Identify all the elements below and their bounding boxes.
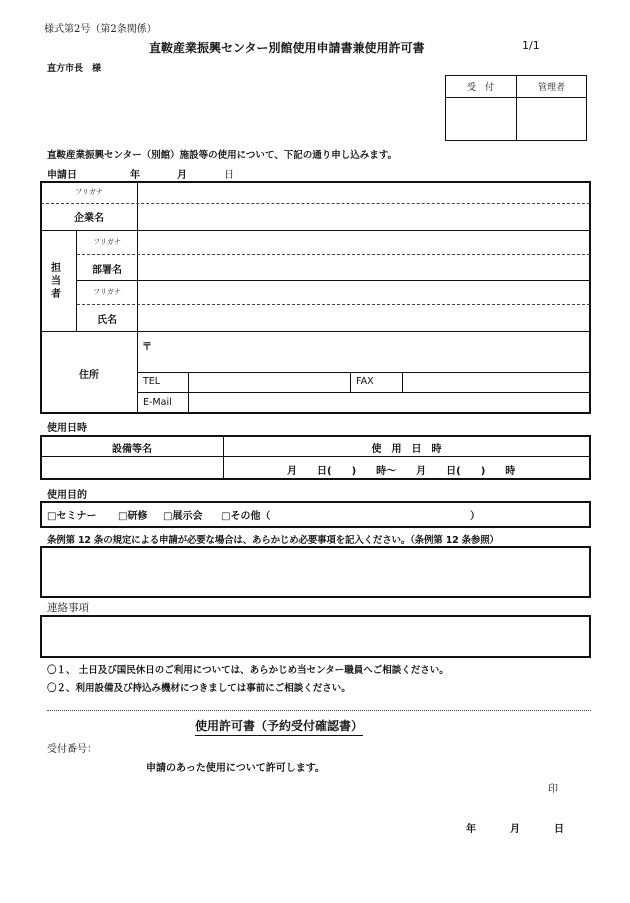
application-date-month: 月 [177, 170, 187, 181]
application-date-day: 日 [224, 170, 234, 181]
reception-stamp-label: 受 付 [466, 83, 494, 93]
ordinance-note: 条例第 12 条の規定による申請が必要な場合は、あらかじめ必要事項を記入ください。（条例第 12 条参照） [47, 535, 499, 546]
seal-mark: 印 [548, 784, 558, 795]
application-date-year: 年 [130, 170, 140, 181]
note-1: 〇１、 土日及び国民休日のご利用については、あらかじめ当センター職員へご相談ください。 [47, 665, 449, 676]
person-furigana-label-2: フリガナ [93, 288, 121, 296]
purpose-section-label: 使用目的 [47, 490, 87, 501]
company-furigana-label: フリガナ [75, 188, 103, 196]
purpose-other-input[interactable] [286, 505, 466, 522]
page-number: 1/1 [522, 39, 540, 52]
fax-input[interactable] [407, 375, 583, 390]
department-furigana-input[interactable] [142, 234, 582, 251]
cut-line [47, 710, 591, 711]
usage-datetime-section-label: 使用日時 [47, 423, 87, 434]
permit-statement: 申請のあった使用について許可します。 [146, 763, 325, 774]
permit-date-year: 年 [466, 824, 476, 835]
facility-input[interactable] [46, 459, 218, 476]
reception-number-label: 受付番号： [47, 744, 97, 755]
ordinance-textarea[interactable] [40, 546, 591, 598]
permit-date-month: 月 [510, 824, 520, 835]
purpose-close-paren: ） [470, 511, 480, 522]
purpose-option-other[interactable]: □その他（ [221, 511, 271, 522]
datetime-header: 使 用 日 時 [371, 444, 442, 455]
person-furigana-label-1: フリガナ [93, 238, 121, 246]
manager-stamp-label: 管理者 [537, 83, 565, 93]
postal-mark: 〒 [142, 342, 152, 353]
email-label: E-Mail [143, 397, 172, 408]
facility-header: 設備等名 [112, 444, 152, 455]
tel-input[interactable] [193, 375, 345, 390]
application-date-label: 申請日 [47, 170, 77, 181]
company-name-label: 企業名 [74, 213, 104, 224]
name-input[interactable] [142, 308, 582, 328]
department-input[interactable] [142, 258, 582, 278]
company-name-input[interactable] [142, 207, 582, 227]
permit-date-day: 日 [554, 824, 564, 835]
address-input[interactable] [158, 336, 582, 368]
purpose-option-seminar[interactable]: □セミナー [47, 511, 97, 522]
page-title: 直鞍産業振興センター別館使用申請書兼使用許可書 [149, 41, 425, 55]
contact-textarea[interactable] [40, 615, 591, 658]
permit-title: 使用許可書（予約受付確認書） [195, 717, 363, 736]
intro-text: 直鞍産業振興センター（別館）施設等の使用について、下記の通り申し込みます。 [47, 150, 397, 161]
person-label: 担当者 [51, 263, 61, 300]
email-input[interactable] [193, 395, 583, 410]
purpose-option-exhibition[interactable]: □展示会 [163, 511, 203, 522]
fax-label: FAX [356, 376, 374, 387]
note-2: 〇２、利用設備及び持込み機材につきましては事前にご相談ください。 [47, 683, 351, 694]
purpose-option-training[interactable]: □研修 [118, 511, 148, 522]
company-furigana-input[interactable] [142, 185, 582, 201]
addressee: 直方市長 様 [47, 64, 102, 74]
datetime-template[interactable]: 月 日( ) 時～ 月 日( ) 時 [287, 466, 516, 477]
name-furigana-input[interactable] [142, 284, 582, 301]
tel-label: TEL [143, 376, 161, 387]
contact-label: 連絡事項 [47, 602, 89, 614]
name-label: 氏名 [97, 315, 117, 326]
department-label: 部署名 [92, 265, 122, 276]
form-number: 様式第2号（第2条関係） [44, 24, 157, 35]
address-label: 住所 [79, 370, 99, 381]
